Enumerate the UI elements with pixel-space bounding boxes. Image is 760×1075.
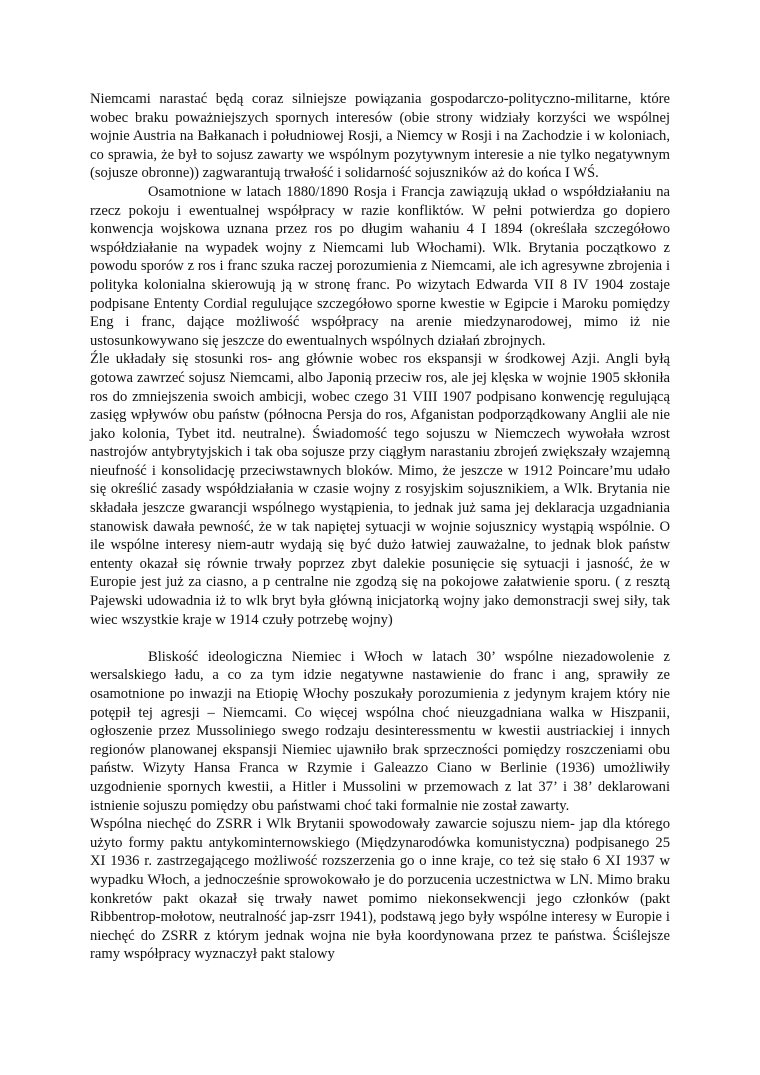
- paragraph-gap: [90, 629, 670, 648]
- paragraph-3: Źle układały się stosunki ros- ang głównie wobec ros ekspansji w środkowej Azji. Angli byłą gotowa zawrzeć sojusz Niemcami, albo Japonią przeciw ros, ale jej klęska w wojnie 1905 skłoniła ros do zmniejszenia swoich ambicji, wobec czego 31 VIII 1907 podpisano konwencję regulującą zasięg wpływów obu państw (północna Persja do ros, Afganistan podporządkowany Anglii ale nie jako kolonia, Tybet itd. neutralne). Świadomość tego sojuszu w Niemczech wywołała wzrost nastrojów antybrytyjskich i tak oba sojusze przy ciągłym narastaniu zbrojeń zwiększały wzajemną nieufność i konsolidację przeciwstawnych bloków. Mimo, że jeszcze w 1912 Poincare’mu udało się określić zasady współdziałania w czasie wojny z rosyjskim sojusznikiem, a Wlk. Brytania nie składała jeszcze gwarancji wspólnego wystąpienia, to jednak już sama jej deklaracja uzgadniania stanowisk dawała pewność, że w tak napiętej sytuacji w wojnie sojusznicy wystąpią wspólnie. O ile wspólne interesy niem-autr wydają się być dużo łatwiej zauważalne, to jednak blok państw ententy okazał się równie trwały poprzez zbyt dalekie posunięcie się sytuacji i jasność, że w Europie jest już za ciasno, a p centralne nie zgodzą się na pokojowe załatwienie sporu. ( z resztą Pajewski udowadnia iż to wlk bryt była główną inicjatorką wojny jako demonstracji swej siły, tak wiec wszystkie kraje w 1914 czuły potrzebę wojny): [90, 351, 670, 628]
- paragraph-4: Bliskość ideologiczna Niemiec i Włoch w latach 30’ wspólne niezadowolenie z wersalskiego ładu, a co za tym idzie negatywne nastawienie do franc i ang, sprawiły ze osamotnione po inwazji na Etiopię Włochy poszukały porozumienia z jedynym krajem który nie potępił tej agresji – Niemcami. Co więcej wspólna choć nieuzgadniana walka w Hiszpanii, ogłoszenie przez Mussoliniego swego rodzaju desinteressmentu w kwestii austriackiej i innych regionów planowanej ekspansji Niemiec ujawniło brak sprzeczności pomiędzy roszczeniami obu państw. Wizyty Hansa Franca w Rzymie i Galeazzo Ciano w Berlinie (1936) umożliwiły uzgodnienie spornych kwestii, a Hitler i Mussolini w przemowach z lat 37’ i 38’ deklarowani istnienie sojuszu pomiędzy obu państwami choć taki formalnie nie został zawarty.: [90, 648, 670, 814]
- paragraph-1: Niemcami narastać będą coraz silniejsze powiązania gospodarczo-polityczno-militarne, które wobec braku poważniejszych spornych interesów (obie strony widziały korzyści we wspólnej wojnie Austria na Bałkanach i południowej Rosji, a Niemcy w Rosji i na Zachodzie i w koloniach, co sprawia, że był to sojusz zawarty we wspólnym pozytywnym interesie a nie tylko negatywnym (sojusze obronne)) zagwarantują trwałość i solidarność sojuszników aż do końca I WŚ.: [90, 91, 670, 182]
- paragraph-2: Osamotnione w latach 1880/1890 Rosja i Francja zawiązują układ o współdziałaniu na rzecz pokoju i ewentualnej współpracy w razie konfliktów. W pełni potwierdza go dopiero konwencja wojskowa uznana przez ros po długim wahaniu 4 I 1894 (określała szczegółowo współdziałanie na wypadek wojny z Niemcami lub Włochami). Wlk. Brytania początkowo z powodu sporów z ros i franc szuka raczej porozumienia z Niemcami, ale ich agresywne zbrojenia i polityka kolonialna skierowują ją w stronę franc. Po wizytach Edwarda VII 8 IV 1904 zostaje podpisane Ententy Cordial regulujące szczegółowo sporne kwestie w Egipcie i Maroku pomiędzy Eng i franc, dające możliwość współpracy na arenie miedzynarodowej, mimo iż nie ustosunkowywano się jeszcze do ewentualnych wspólnych działań zbrojnych.: [90, 183, 670, 349]
- paragraph-5: Wspólna niechęć do ZSRR i Wlk Brytanii spowodowały zawarcie sojuszu niem- jap dla którego użyto formy paktu antykominternowskiego (Międzynarodówka komunistyczna) podpisanego 25 XI 1936 r. zastrzegającego możliwość rozszerzenia go o inne kraje, co też się stało 6 XI 1937 w wypadku Włoch, a jednocześnie sprowokowało je do porzucenia uczestnictwa w LN. Mimo braku konkretów pakt okazał się trwały nawet pomimo niekonsekwencji jego członków (pakt Ribbentrop-mołotow, neutralność jap-zsrr 1941), podstawą jego były wspólne interesy w Europie i niechęć do ZSRR z którym jednak wojna nie była koordynowana przez te państwa. Ściślejsze ramy współpracy wyznaczył pakt stalowy: [90, 816, 670, 963]
- document-page: [90, 90, 670, 964]
